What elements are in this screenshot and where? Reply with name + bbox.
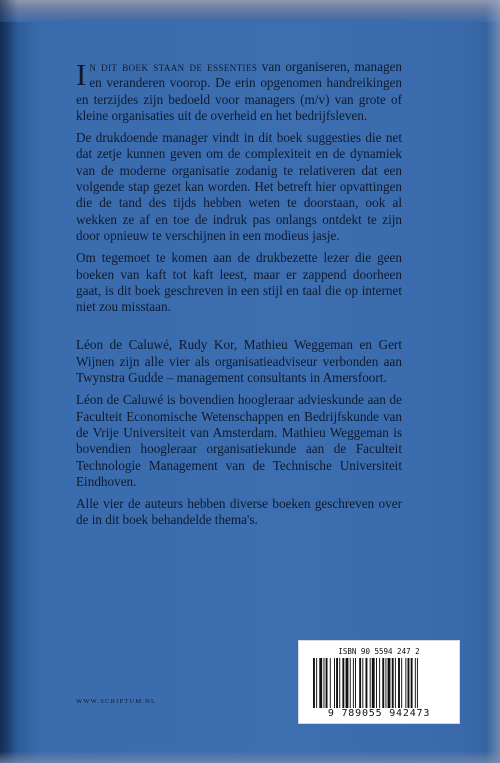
intro-smallcaps: n dit boek staan de essenties (89, 59, 258, 74)
publisher-website: WWW.SCRIPTUM.NL (76, 698, 157, 705)
intro-paragraph (76, 59, 402, 124)
authors-paragraph: Léon de Caluwé, Rudy Kor, Mathieu Weggeman en Gert Wijnen zijn alle vier als organisatieadviseur verbonden aan Twynstra Gudde – management consultants in Amersfoort. (76, 337, 402, 386)
cover-right-edge (486, 0, 500, 763)
blurb-text (76, 59, 402, 535)
barcode-bars (313, 658, 451, 708)
drop-cap: I (76, 57, 87, 92)
cover-bottom-edge (0, 751, 500, 763)
cover-top-edge (0, 0, 500, 22)
authors-professors-paragraph: Léon de Caluwé is bovendien hoogleraar advieskunde aan de Faculteit Economische Wetenschappen en Bedrijfskunde van de Vrije Universiteit van Amsterdam. Mathieu Weggeman is bovendien hoogleraar organisatiekunde aan de Faculteit Technologie Management van de Technische Universiteit Eindhoven. (76, 392, 402, 489)
isbn-barcode (298, 640, 460, 724)
spine-shadow (0, 0, 18, 763)
authors-books-paragraph: Alle vier de auteurs hebben diverse boeken geschreven over de in dit boek behandelde thema's. (76, 496, 402, 528)
barcode-digits: 9 789055 942473 (327, 708, 431, 719)
intro-rest: van organiseren, managen en veranderen voorop. De erin opgenomen handreikingen en terzijdes zijn bedoeld voor managers (m/v) van grote of kleine organisaties uit de overheid en het bedrijfsleven. (76, 59, 403, 123)
paragraph-manager: De drukdoende manager vindt in dit boek suggesties die net dat zetje kunnen geven om de complexiteit en de dynamiek van de moderne organisatie zodanig te relativeren dat een volgende stap gezet kan worden. Het betreft hier opvattingen die de tand des tijds hebben weten te doorstaan, ook al wekken ze af en toe de indruk pas onlangs ontdekt te zijn door opnieuw te verschijnen in een modieus jasje. (76, 130, 402, 243)
paragraph-reader: Om tegemoet te komen aan de drukbezette lezer die geen boeken van kaft tot kaft leest, maar er zappend doorheen gaat, is dit boek geschreven in een stijl en taal die op internet niet zou misstaan. (76, 250, 402, 315)
isbn-label: ISBN 90 5594 247 2 (338, 647, 420, 656)
